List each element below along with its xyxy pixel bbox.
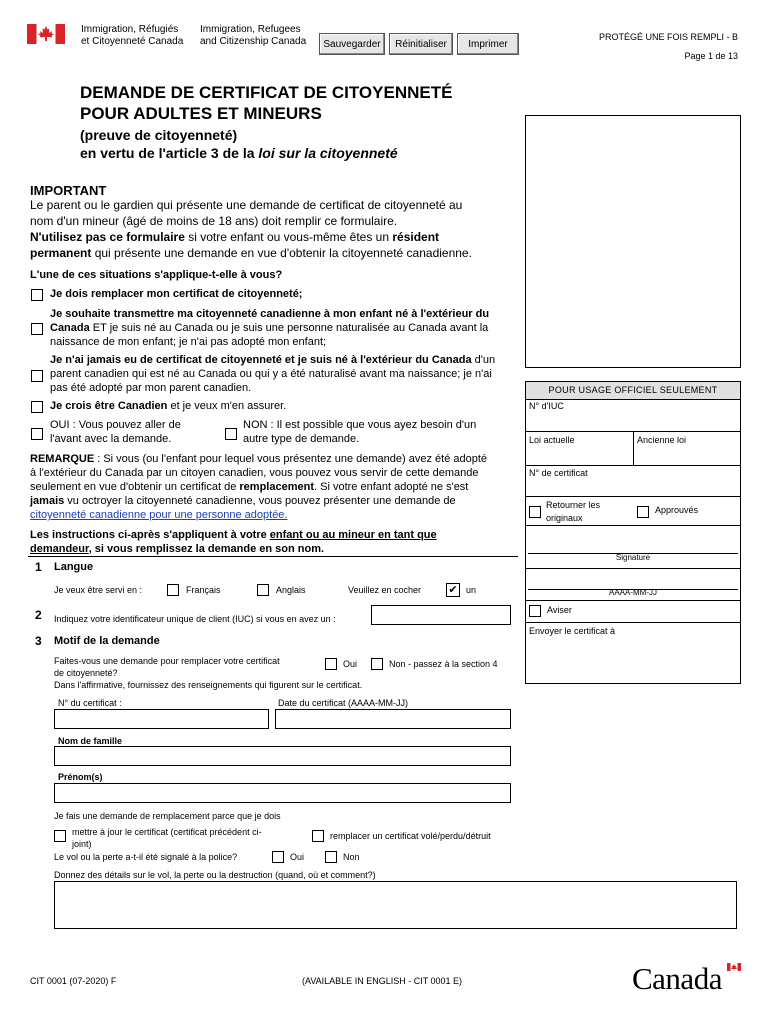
photo-box <box>525 115 741 368</box>
replace-question <box>54 655 280 679</box>
notify-label: Aviser <box>547 605 572 615</box>
police-no-label: Non <box>343 852 360 862</box>
update-line2: joint) <box>72 839 92 849</box>
remarque-line4-b: vu octroyer la citoyenneté canadienne, vous pouvez présenter une demande de <box>64 495 456 507</box>
remarque-text <box>30 452 487 522</box>
title-line4-b: loi sur la citoyenneté <box>258 145 398 161</box>
print-button[interactable]: Imprimer <box>457 33 519 55</box>
language-label: Je veux être servi en : <box>54 585 143 595</box>
remarque-line2: à l'extérieur du Canada par un citoyen canadien, vous pouvez vous servir de cette demande <box>30 467 479 479</box>
official-former-law-label: Ancienne loi <box>637 435 687 445</box>
form-code: CIT 0001 (07-2020) F <box>30 976 117 986</box>
police-question: Le vol ou la perte a-t-il été signalé à la police? <box>54 852 238 862</box>
remarque-line3-a: seulement en vue d'obtenir un certificat de <box>30 481 240 493</box>
important-line1: Le parent ou le gardien qui présente une demande de certificat de citoyenneté au <box>30 198 463 212</box>
official-use-heading: POUR USAGE OFFICIEL SEULEMENT <box>526 382 740 400</box>
situation1-checkbox[interactable] <box>31 289 43 301</box>
french-checkbox[interactable] <box>167 584 179 596</box>
signature-label: Signature <box>615 553 651 562</box>
official-divider5 <box>525 568 741 569</box>
english-checkbox[interactable] <box>257 584 269 596</box>
given-name-label: Prénom(s) <box>58 772 103 782</box>
instructions-line1-b: enfant ou au mineur en tant que <box>269 529 437 541</box>
situation3-end: d'un <box>471 354 496 366</box>
check-one-checkbox[interactable] <box>446 583 460 597</box>
replace-yes-checkbox[interactable] <box>325 658 337 670</box>
department-name-fr <box>81 24 183 48</box>
check-one-un: un <box>466 585 477 595</box>
situation3-checkbox[interactable] <box>31 370 43 382</box>
return-originals-label <box>546 499 600 525</box>
situation3-line2: parent canadien qui est né au Canada ou qui y a été naturalisé avant ma naissance; je n'ai <box>50 368 492 380</box>
approved-checkbox[interactable] <box>637 506 649 518</box>
canada-wordmark <box>632 958 744 998</box>
non-label <box>243 418 476 446</box>
title-line4-a: en vertu de l'article 3 de la <box>80 145 259 161</box>
situation2-line1: Je souhaite transmettre ma citoyenneté canadienne à mon enfant né à l'extérieur du <box>50 308 490 320</box>
check-one-label: Veuillez en cocher <box>348 585 422 595</box>
oui-checkbox[interactable] <box>31 428 43 440</box>
cert-no-input[interactable] <box>54 709 269 729</box>
police-yes-checkbox[interactable] <box>272 851 284 863</box>
remarque-line3-c: . Si votre enfant adopté ne s'est <box>314 481 469 493</box>
important-heading: IMPORTANT <box>30 183 107 198</box>
instructions-line2-b: , si vous remplissez la demande en son nom. <box>88 543 325 555</box>
police-no-checkbox[interactable] <box>325 851 337 863</box>
official-cert-no-label: N° de certificat <box>529 468 588 478</box>
send-certificate-label: Envoyer le certificat à <box>529 626 616 636</box>
important-bold-c: résident <box>392 230 440 244</box>
remarque-line3 <box>30 480 487 494</box>
canada-wordmark-text: Canada <box>632 961 722 996</box>
remarque-line4-a: jamais <box>30 495 65 507</box>
important-text-b: si votre enfant ou vous-même êtes un <box>184 230 393 244</box>
dept-en-line1: Immigration, Refugees <box>200 24 301 35</box>
given-name-input[interactable] <box>54 783 511 803</box>
replace-no-label: Non - passez à la section 4 <box>389 659 498 669</box>
date-format-label: AAAA-MM-JJ <box>609 588 657 597</box>
cert-date-input[interactable] <box>275 709 511 729</box>
replace-stolen-label: remplacer un certificat volé/perdu/détruit <box>330 831 491 841</box>
department-name-en <box>200 24 306 48</box>
situation4-bold: Je crois être Canadien <box>50 400 168 412</box>
remarque-label: REMARQUE <box>30 453 95 465</box>
situation2-line3: naissance de mon enfant; je n'ai pas adopté mon enfant; <box>50 336 327 348</box>
notify-checkbox[interactable] <box>529 605 541 617</box>
police-yes-label: Oui <box>290 852 305 862</box>
situations-question: L'une de ces situations s'applique-t-elle à vous? <box>30 269 283 281</box>
replace-no-checkbox[interactable] <box>371 658 383 670</box>
situation2-label <box>50 307 489 349</box>
official-use-panel <box>525 381 741 684</box>
title-line3: (preuve de citoyenneté) <box>80 127 238 143</box>
oui-line1: OUI : Vous pouvez aller de <box>50 419 181 431</box>
official-law-divider <box>633 431 634 465</box>
title-line4 <box>80 144 398 162</box>
section3-title: Motif de la demande <box>54 635 160 647</box>
dept-fr-line2: et Citoyenneté Canada <box>81 36 184 47</box>
situation4-label <box>50 400 286 412</box>
section2-number: 2 <box>35 608 42 622</box>
oui-line2: l'avant avec la demande. <box>50 433 172 445</box>
uci-label: Indiquez votre identificateur unique de client (IUC) si vous en avez un : <box>54 614 336 624</box>
return-line1: Retourner les <box>546 500 601 510</box>
surname-label: Nom de famille <box>58 736 123 746</box>
wordmark-flag-icon <box>727 963 741 971</box>
situation3-line1 <box>50 353 495 367</box>
situation2-canada: Canada <box>50 322 90 334</box>
remarque-line3-b: remplacement <box>239 481 314 493</box>
french-label: Français <box>186 585 221 595</box>
official-divider6 <box>525 600 741 601</box>
replace-question-line2: de citoyenneté? <box>54 668 118 678</box>
reset-button[interactable]: Réinitialiser <box>389 33 453 55</box>
instructions-text <box>30 528 437 556</box>
situation2-line2 <box>50 321 489 335</box>
details-label: Donnez des détails sur le vol, la perte ou la destruction (quand, où et comment?) <box>54 870 376 880</box>
cert-date-label: Date du certificat (AAAA-MM-JJ) <box>278 698 409 708</box>
situation2-rest: ET je suis né au Canada ou je suis une personne naturalisée au Canada avant la <box>89 322 489 334</box>
surname-input[interactable] <box>54 746 511 766</box>
if-yes-instructions: Dans l'affirmative, fournissez des renseignements qui figurent sur le certificat. <box>54 680 363 690</box>
official-divider4 <box>525 525 741 526</box>
english-version-note: (AVAILABLE IN ENGLISH - CIT 0001 E) <box>302 976 463 986</box>
situation3-line3: pas été adopté par mon parent canadien. <box>50 382 252 394</box>
situation3-label <box>50 353 495 395</box>
protected-label: PROTÉGÉ UNE FOIS REMPLI - B <box>598 32 738 42</box>
checkmark-icon: ✔ <box>448 584 458 596</box>
adopted-person-link[interactable]: citoyenneté canadienne pour une personne adoptée. <box>30 509 288 521</box>
replacement-reason-label: Je fais une demande de remplacement parce que je dois <box>54 811 281 821</box>
details-textarea[interactable] <box>54 881 737 929</box>
update-line1: mettre à jour le certificat (certificat précédent ci- <box>72 827 262 837</box>
important-text <box>30 197 472 261</box>
return-line2: originaux <box>546 513 583 523</box>
section1-title: Langue <box>54 561 94 573</box>
official-divider2 <box>525 465 741 466</box>
title-line2: POUR ADULTES ET MINEURS <box>80 104 322 123</box>
return-originals-checkbox[interactable] <box>529 506 541 518</box>
situation3-bold: Je n'ai jamais eu de certificat de citoyenneté et je suis né à l'extérieur du Canada <box>50 354 472 366</box>
important-bold-a: N'utilisez pas ce formulaire <box>30 230 185 244</box>
replace-stolen-checkbox[interactable] <box>312 830 324 842</box>
important-line3 <box>30 229 472 245</box>
dept-fr-line1: Immigration, Réfugiés <box>81 24 179 35</box>
remarque-line1 <box>30 452 487 466</box>
instructions-divider <box>28 556 518 557</box>
official-uci-label: N° d'IUC <box>529 401 564 411</box>
title-line1: DEMANDE DE CERTIFICAT DE CITOYENNETÉ <box>80 83 453 102</box>
non-line1: NON : Il est possible que vous ayez besoin d'un <box>243 419 477 431</box>
situation4-rest: et je veux m'en assurer. <box>167 400 287 412</box>
dept-en-line2: and Citizenship Canada <box>200 36 307 47</box>
official-divider3 <box>525 496 741 497</box>
page-number: Page 1 de 13 <box>684 51 738 61</box>
important-line4 <box>30 245 472 261</box>
important-bold-d: permanent <box>30 246 92 260</box>
important-text-e: qui présente une demande en vue d'obtenir la citoyenneté canadienne. <box>91 246 472 260</box>
non-line2: autre type de demande. <box>243 433 360 445</box>
approved-label: Approuvés <box>655 505 699 515</box>
replace-question-line1: Faites-vous une demande pour remplacer votre certificat <box>54 656 280 666</box>
update-certificate-checkbox[interactable] <box>54 830 66 842</box>
important-line2: nom d'un mineur (âgé de moins de 18 ans) doit remplir ce formulaire. <box>30 214 398 228</box>
official-divider7 <box>525 622 741 623</box>
instructions-line1-a: Les instructions ci-après s'appliquent à votre <box>30 529 270 541</box>
uci-input[interactable] <box>371 605 511 625</box>
section3-number: 3 <box>35 634 42 648</box>
form-title <box>80 82 452 124</box>
replace-yes-label: Oui <box>343 659 358 669</box>
instructions-line1 <box>30 528 437 542</box>
form-subtitle <box>80 126 398 162</box>
remarque-line1-rest: : Si vous (ou l'enfant pour lequel vous présentez une demande) avez été adopté <box>94 453 488 465</box>
instructions-line2-a: demandeur <box>30 543 89 555</box>
situation2-checkbox[interactable] <box>31 323 43 335</box>
save-button[interactable]: Sauvegarder <box>319 33 385 55</box>
official-current-law-label: Loi actuelle <box>529 435 575 445</box>
remarque-line4 <box>30 494 487 508</box>
update-certificate-label <box>72 826 262 850</box>
english-label: Anglais <box>276 585 306 595</box>
non-checkbox[interactable] <box>225 428 237 440</box>
section1-number: 1 <box>35 560 42 574</box>
situation4-checkbox[interactable] <box>31 401 43 413</box>
instructions-line2 <box>30 542 437 556</box>
situation1-label: Je dois remplacer mon certificat de citoyenneté; <box>50 288 303 300</box>
oui-label <box>50 418 181 446</box>
canada-flag-icon <box>27 24 65 44</box>
cert-no-label: N° du certificat : <box>58 698 122 708</box>
